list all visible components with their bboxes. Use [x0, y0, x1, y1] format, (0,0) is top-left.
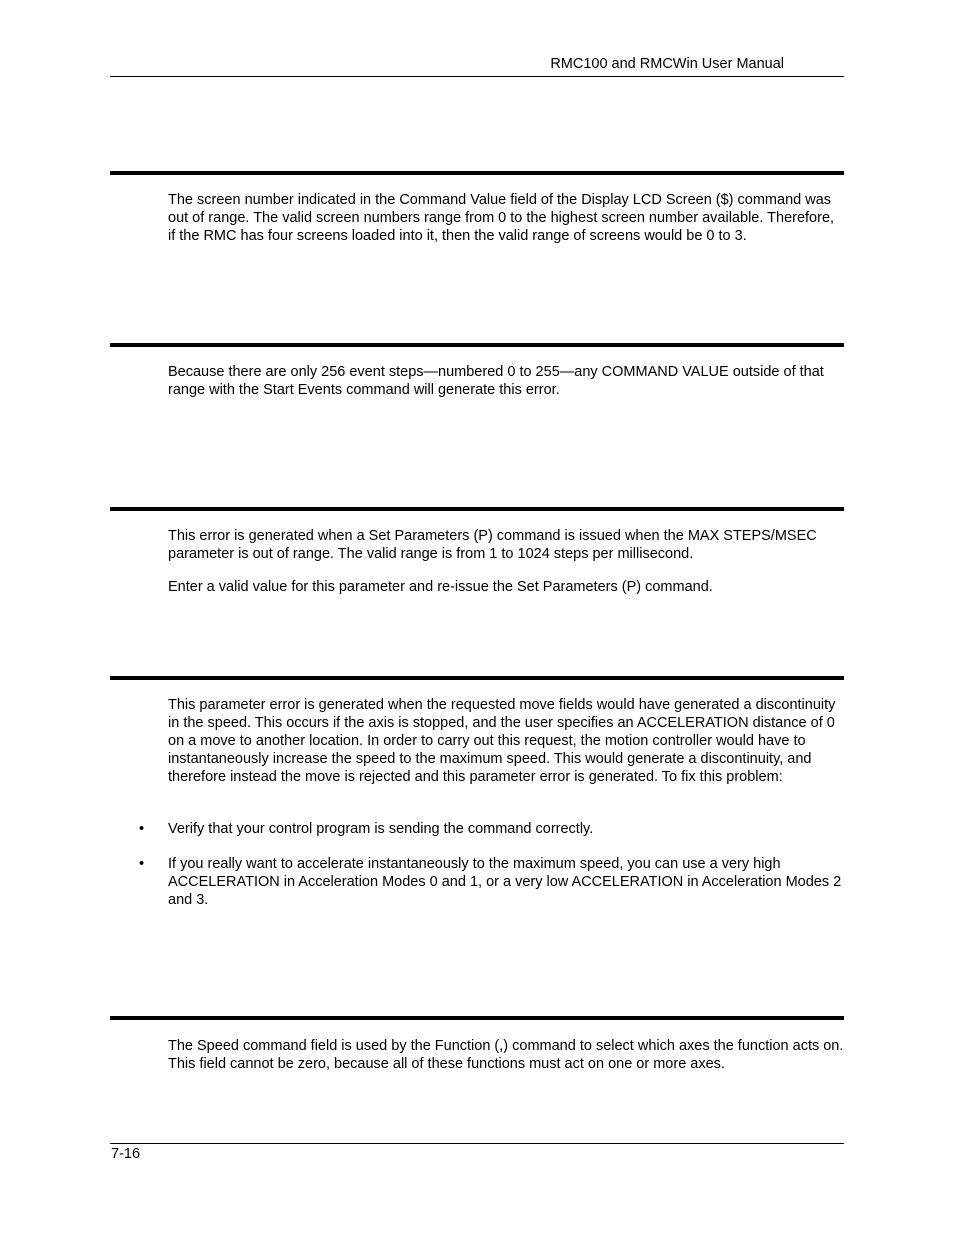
section-4-paragraph-1: This parameter error is generated when the requested move fields would have generated a discontinuity in the speed. This occurs if the axis is stopped, and the user specifies an ACCELERATION distance of 0 on a move to another location. In order to carry out this request, the motion controller would have to instantaneously increase the speed to the maximum speed. This would generate a discontinuity, and therefore instead the move is rejected and this parameter error is generated. To fix this problem: [168, 697, 836, 785]
page-number: 7-16 [111, 1146, 141, 1162]
bullet-marker: • [139, 856, 145, 872]
header-rule [110, 76, 844, 77]
section-3-paragraph-2: Enter a valid value for this parameter and re-issue the Set Parameters (P) command. [168, 579, 713, 595]
running-header: RMC100 and RMCWin User Manual [550, 56, 784, 72]
section-4-bullet-2: If you really want to accelerate instantaneously to the maximum speed, you can use a very high ACCELERATION in Acceleration Modes 0 and 1, or a very low ACCELERATION in Acceleration Modes 2 and 3. [168, 856, 842, 908]
section-2-paragraph-1: Because there are only 256 event steps—numbered 0 to 255—any COMMAND VALUE outside of that range with the Start Events command will generate this error. [168, 364, 824, 398]
section-5-paragraph-1: The Speed command field is used by the Function (,) command to select which axes the function acts on. This field cannot be zero, because all of these functions must act on one or more axes. [168, 1038, 844, 1072]
section-4-bullet-1: Verify that your control program is sending the command correctly. [168, 821, 594, 837]
section-rule-3 [110, 507, 844, 511]
section-rule-5 [110, 1016, 844, 1020]
bullet-marker: • [139, 821, 145, 837]
section-rule-1 [110, 171, 844, 175]
section-1-paragraph-1: The screen number indicated in the Command Value field of the Display LCD Screen ($) command was out of range. The valid screen numbers range from 0 to the highest screen number available. Therefore, if the RMC has four screens loaded into it, then the valid range of screens would be 0 to 3. [168, 192, 835, 244]
section-3-paragraph-1: This error is generated when a Set Parameters (P) command is issued when the MAX STEPS/MSEC parameter is out of range. The valid range is from 1 to 1024 steps per millisecond. [168, 528, 817, 562]
section-rule-4 [110, 676, 844, 680]
section-rule-2 [110, 343, 844, 347]
footer-rule [110, 1143, 844, 1144]
